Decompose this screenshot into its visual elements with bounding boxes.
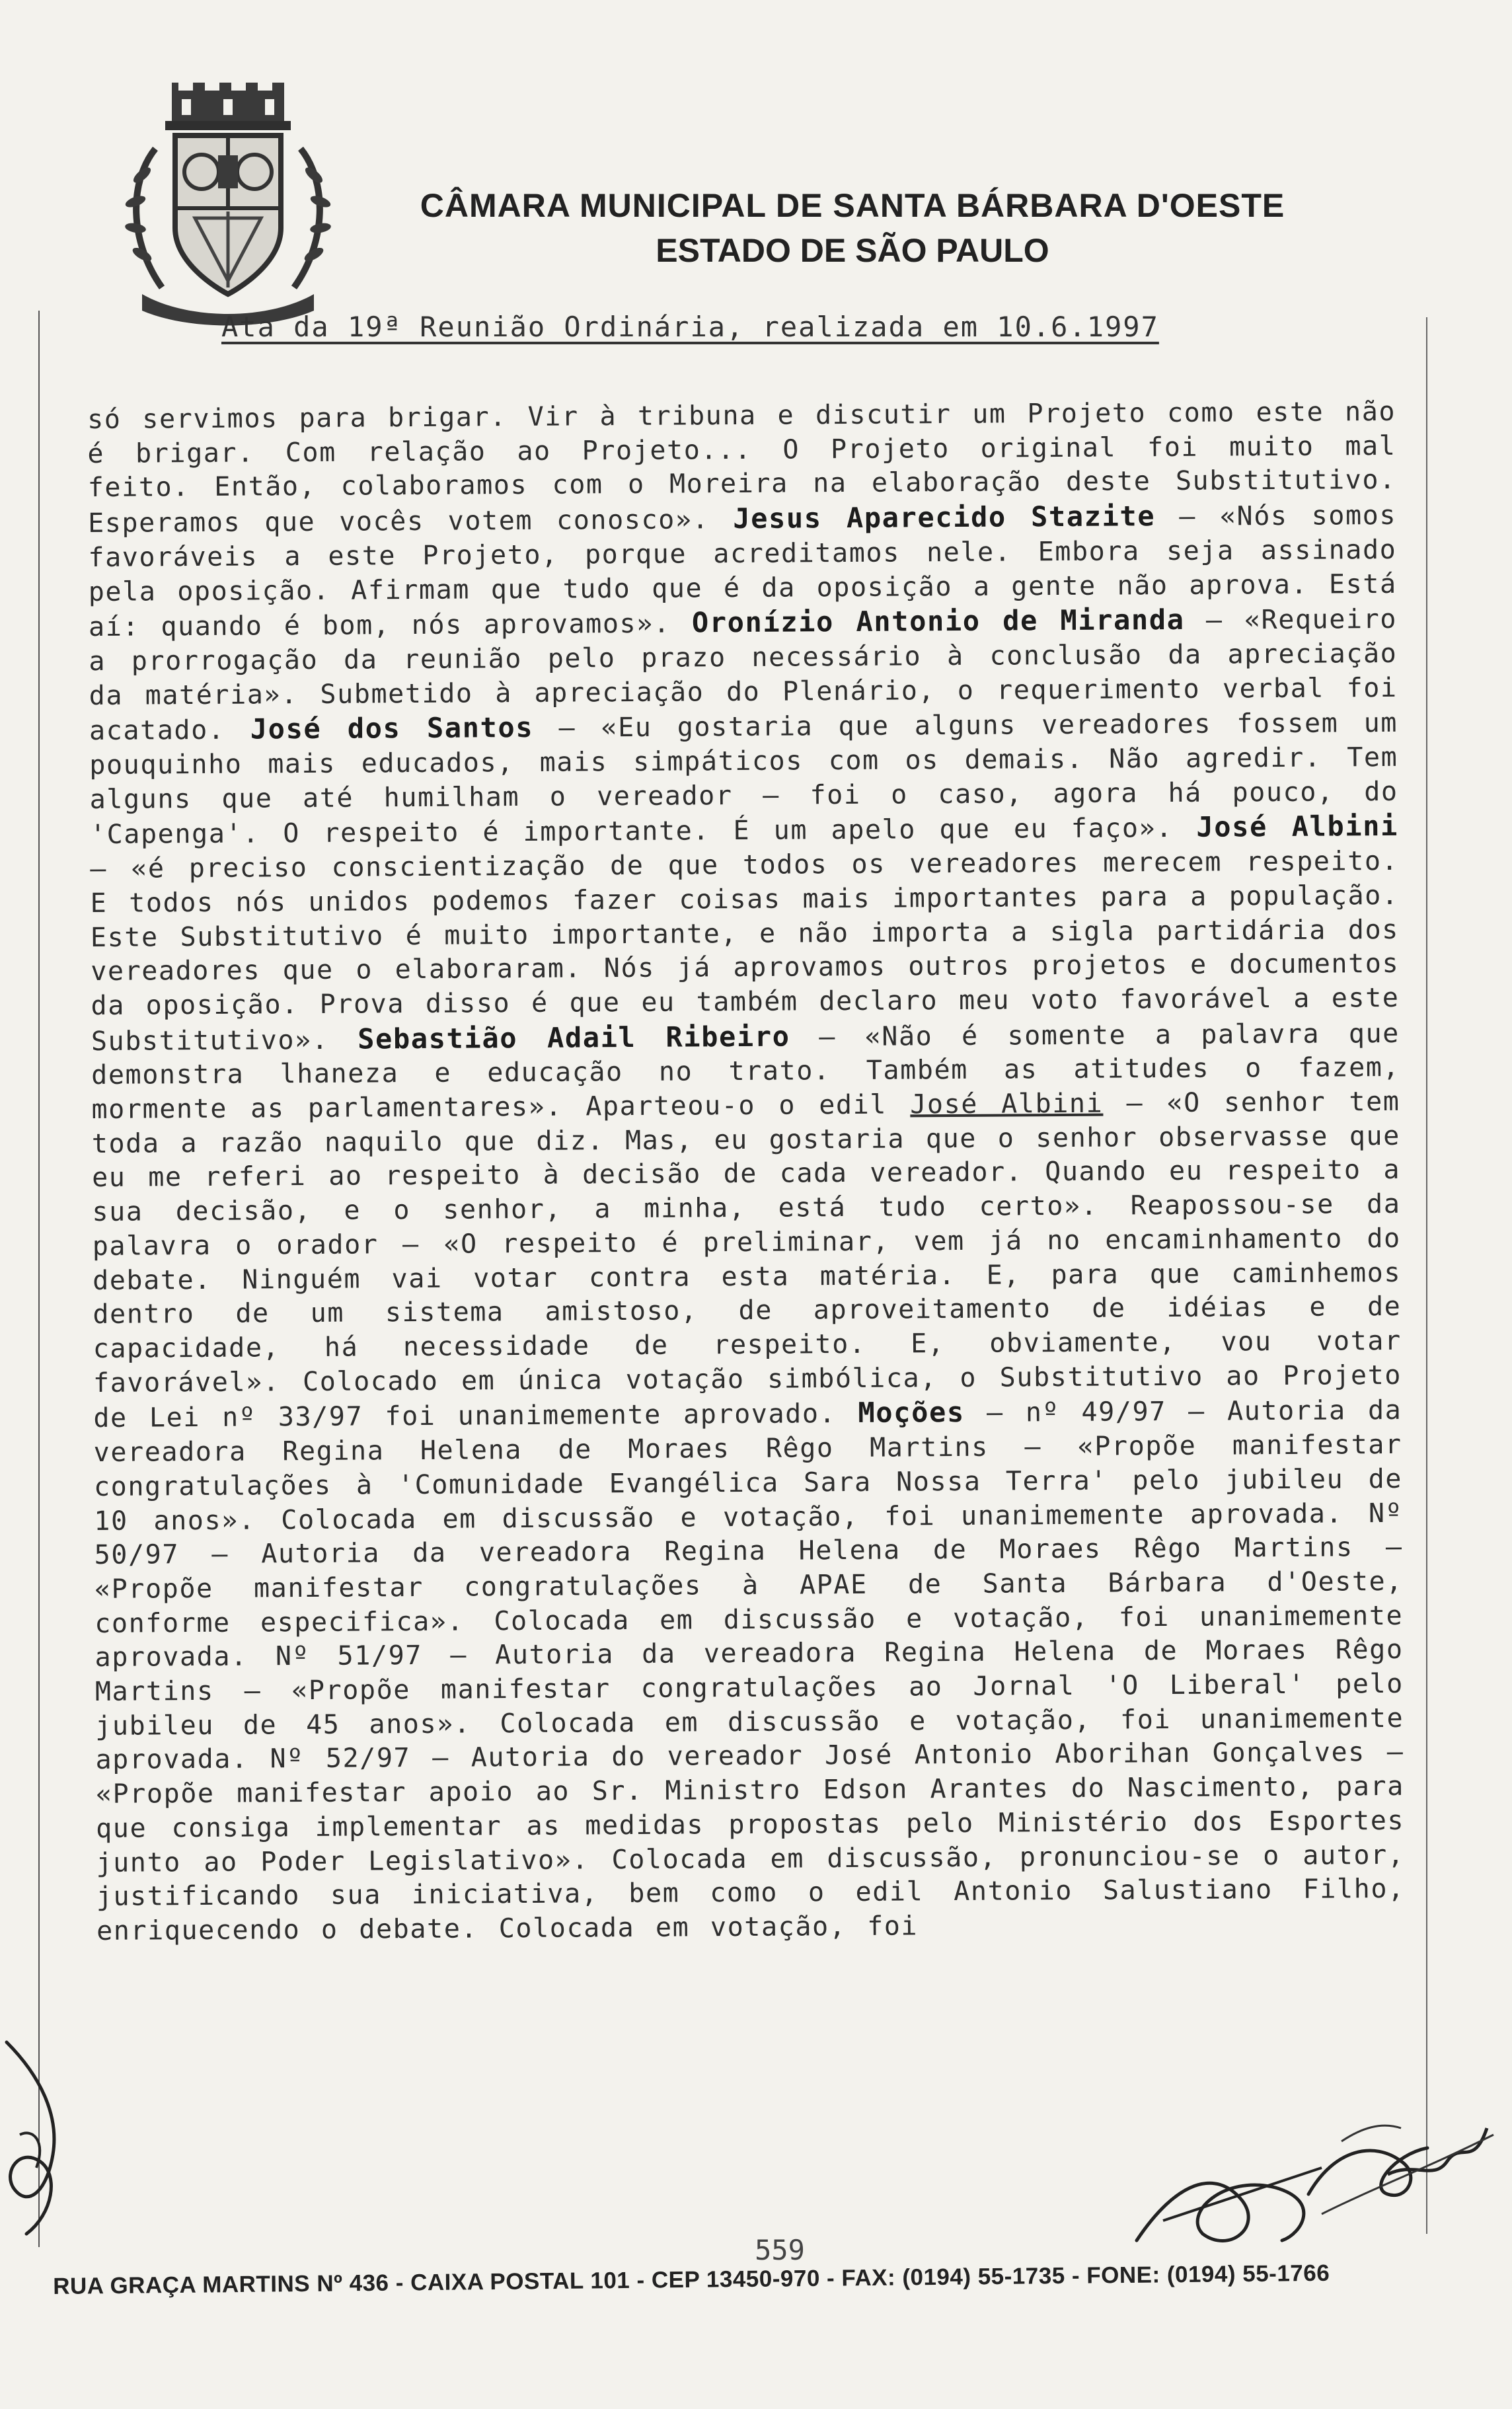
speaker-name: Sebastião Adail Ribeiro bbox=[357, 1020, 790, 1055]
minutes-title: Ata da 19ª Reunião Ordinária, realizada em 10.6.1997 bbox=[221, 311, 1159, 343]
text-segment: – «Não é somente a palavra que demonstra lhaneza e educação no trato. Também as atitudes o fazem, mormente as parlamentares». Aparteou-o o edil bbox=[91, 1018, 1400, 1126]
right-margin-line bbox=[1426, 317, 1427, 2234]
minutes-body-text bbox=[87, 395, 1405, 1949]
coat-of-arms-icon bbox=[116, 69, 340, 327]
text-segment: – «é preciso conscientização de que todos os vereadores merecem respeito. E todos nós unidos podemos fazer coisas mais importantes para a população. Este Substitutivo é muito importante, e não importa a sigla partidária dos vereadores que o elaboraram. Nós já aprovamos outros projetos e documentos da oposição. Prova disso é que eu também declaro meu voto favorável a este Substitutivo». bbox=[90, 846, 1400, 1057]
speaker-name: Moções bbox=[858, 1396, 965, 1430]
speaker-name: José Albini bbox=[1196, 810, 1399, 844]
text-segment: – «Eu gostaria que alguns vereadores fossem um pouquinho mais educados, mais simpáticos com os demais. Não agredir. Tem alguns que até humilham o vereador – foi o caso, agora há pouco, do 'Capenga'. O respeito é importante. É um apelo que eu faço». bbox=[89, 708, 1398, 851]
margin-signature-icon bbox=[0, 2036, 73, 2254]
state-subtitle: ESTADO DE SÃO PAULO bbox=[656, 232, 1049, 269]
page-number: 559 bbox=[755, 2234, 805, 2266]
speaker-name: Oronízio Antonio de Miranda bbox=[691, 603, 1185, 639]
councillor-signatures-icon bbox=[1123, 2088, 1507, 2274]
speaker-name: José dos Santos bbox=[250, 711, 534, 746]
underlined-name: José Albini bbox=[910, 1088, 1104, 1120]
text-segment: – «O senhor tem toda a razão naquilo que diz. Mas, eu gostaria que o senhor observasse que eu me referi ao respeito à decisão de cada vereador. Quando eu respeito a sua decisão, e o senhor, a minha, está tudo certo». Reapossou-se da palavra o orador – «O respeito é preliminar, vem já no encaminhamento do debate. Ninguém vai votar contra esta matéria. E, para que caminhemos dentro de um sistema amistoso, de aproveitamento de idéias e de capacidade, há necessidade de respeito. E, obviamente, vou votar favorável». Colocado em única votação simbólica, o Substitutivo ao Projeto de Lei nº 33/97 foi unanimemente aprovado. bbox=[91, 1086, 1402, 1434]
institution-title: CÂMARA MUNICIPAL DE SANTA BÁRBARA D'OESTE bbox=[420, 187, 1285, 224]
text-segment: – «Requeiro a prorrogação da reunião pelo prazo necessário à conclusão da apreciação da matéria». Submetido à apreciação do Plenário, o requerimento verbal foi acatado. bbox=[89, 604, 1398, 747]
text-segment: – nº 49/97 – Autoria da vereadora Regina Helena de Moraes Rêgo Martins – «Propõe manifestar congratulações à 'Comunidade Evangélica Sara Nossa Terra' pelo jubileu de 10 anos». Colocada em discussão e votação, foi unanimemente aprovada. Nº 50/97 – Autoria da vereadora Regina Helena de Moraes Rêgo Martins – «Propõe manifestar congratulações à APAE de Santa Bárbara d'Oeste, conforme especifica». Colocada em discussão e votação, foi unanimemente aprovada. Nº 51/97 – Autoria da vereadora Regina Helena de Moraes Rêgo Martins – «Propõe manifestar congratulações ao Jornal 'O Liberal' pelo jubileu de 45 anos». Colocada em discussão e votação, foi unanimemente aprovada. Nº 52/97 – Autoria do vereador José Antonio Aborihan Gonçalves – «Propõe manifestar apoio ao Sr. Ministro Edson Arantes do Nascimento, para que consiga implementar as medidas propostas pelo Ministério dos Esportes junto ao Poder Legislativo». Colocada em discussão, pronunciou-se o autor, justificando sua iniciativa, bem como o edil Antonio Salustiano Filho, enriquecendo o debate. Colocada em votação, foi bbox=[93, 1395, 1405, 1946]
left-margin-line bbox=[38, 311, 40, 2247]
text-segment: – «Nós somos favoráveis a este Projeto, porque acreditamos nele. Embora seja assinado pela oposição. Afirmam que tudo que é da oposição a gente não aprova. Está aí: quando é bom, nós aprovamos». bbox=[88, 500, 1397, 643]
text-segment: só servimos para brigar. Vir à tribuna e discutir um Projeto como este não é brigar. Com relação ao Projeto... O Projeto original foi muito mal feito. Então, colaboramos com o Moreira na elaboração deste Substitutivo. Esperamos que vocês votem conosco». bbox=[87, 396, 1396, 539]
footer-address: RUA GRAÇA MARTINS Nº 436 - CAIXA POSTAL 101 - CEP 13450-970 - FAX: (0194) 55-1735 - FONE: (0194) 55-1766 bbox=[53, 2260, 1330, 2299]
speaker-name: Jesus Aparecido Stazite bbox=[733, 500, 1156, 535]
